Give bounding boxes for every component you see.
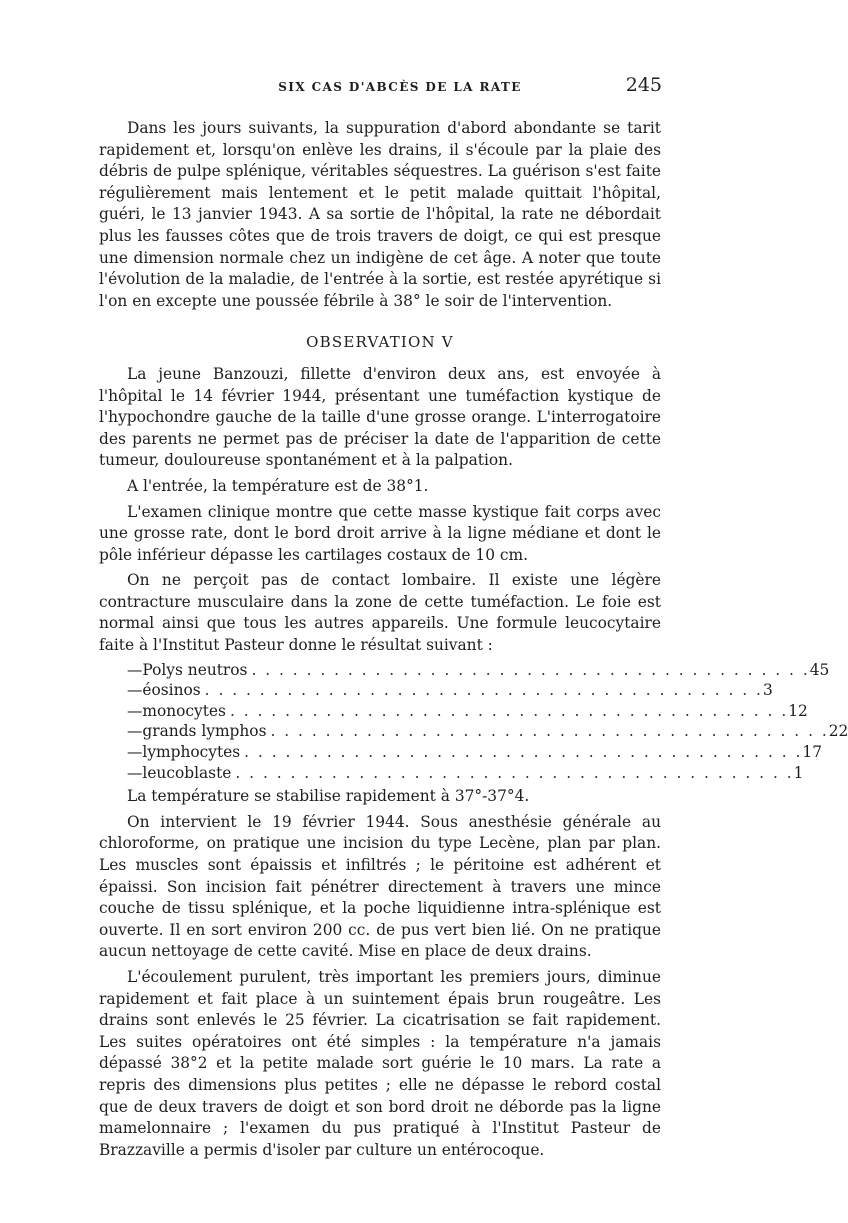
page-body	[99, 118, 848, 1161]
formula-leader: . . . . . . . . . . . . . . . . . . . . . . . . . . . . . . . . . . . . . . . . .	[204, 681, 763, 700]
observation-heading: OBSERVATION V	[306, 333, 454, 352]
formula-row	[127, 721, 848, 742]
formula-leader: . . . . . . . . . . . . . . . . . . . . . . . . . . . . . . . . . . . . . . . . .	[229, 701, 789, 720]
formula-row	[127, 763, 804, 784]
formula-dash: —	[127, 722, 143, 741]
formula-name: lymphocytes	[142, 743, 241, 762]
formula-leader: . . . . . . . . . . . . . . . . . . . . . . . . . . . . . . . . . . . . . . . . .	[270, 722, 829, 741]
formula-value: 45	[809, 660, 830, 679]
running-title: SIX CAS D'ABCÈS DE LA RATE	[278, 80, 522, 94]
formula-value: 22	[828, 722, 848, 741]
formula-leader: . . . . . . . . . . . . . . . . . . . . . . . . . . . . . . . . . . . . . . . . .	[251, 660, 810, 679]
formula-name: Polys neutros	[142, 660, 248, 679]
formula-name: leucoblaste	[142, 763, 232, 782]
formula-row	[127, 680, 773, 701]
formula-value: 12	[788, 701, 808, 720]
paragraph-clinical-exam: L'examen clinique montre que cette masse kystique fait corps avec une grosse rate, dont le bord droit arrive à la ligne médiane et dont le pôle inférieur dépasse les cartilages costaux de 10 cm.	[99, 502, 661, 564]
paragraph-findings: On ne perçoit pas de contact lombaire. Il existe une légère contracture musculaire dans la zone de cette tuméfaction. Le foie est normal ainsi que tous les autres appareils. Une formule leucocytaire faite à l'Institut Pasteur donne le résultat suivant :	[99, 571, 661, 655]
page-number: 245	[625, 74, 662, 96]
formula-dash: —	[127, 681, 143, 700]
formula-dash: —	[127, 701, 143, 720]
paragraph-admission-temperature: A l'entrée, la température est de 38°1.	[127, 476, 429, 495]
formula-value: 1	[793, 763, 804, 782]
formula-name: monocytes	[142, 701, 226, 720]
formula-leader: . . . . . . . . . . . . . . . . . . . . . . . . . . . . . . . . . . . . . . . . .	[235, 763, 794, 782]
formula-row	[127, 701, 808, 722]
paragraph-case-intro: La jeune Banzouzi, fillette d'environ deux ans, est envoyée à l'hôpital le 14 février 1944, présentant une tuméfaction kystique de l'hypochondre gauche de la taille d'une grosse orange. L'interrogatoire des parents ne permet pas de préciser la date de l'apparition de cette tumeur, douloureuse spontanément et à la palpation.	[99, 364, 661, 470]
formula-dash: —	[127, 660, 143, 679]
formula-value: 17	[802, 743, 823, 762]
formula-dash: —	[127, 763, 143, 782]
formula-leader: . . . . . . . . . . . . . . . . . . . . . . . . . . . . . . . . . . . . . . . . .	[244, 743, 803, 762]
formula-dash: —	[127, 743, 143, 762]
formula-row	[127, 742, 823, 763]
paragraph-outcome: L'écoulement purulent, très important les premiers jours, diminue rapidement et fait place à un suintement épais brun rougeâtre. Les drains sont enlevés le 25 février. La cicatrisation se fait rapidement. Les suites opératoires ont été simples : la température n'a jamais dépassé 38°2 et la petite malade sort guérie le 10 mars. La rate a repris des dimensions plus petites ; elle ne dépasse le rebord costal que de deux travers de doigt et son bord droit ne déborde pas la ligne mamelonnaire ; l'examen du pus pratiqué à l'Institut Pasteur de Brazzaville a permis d'isoler par culture un entérocoque.	[99, 967, 661, 1159]
formula-row	[127, 660, 830, 681]
paragraph-temperature-stable: La température se stabilise rapidement à 37°-37°4.	[127, 787, 530, 806]
formula-name: éosinos	[142, 681, 201, 700]
paragraph-operation: On intervient le 19 février 1944. Sous anesthésie générale au chloroforme, on pratique une incision du type Lecène, plan par plan. Les muscles sont épaissis et infiltrés ; le péritoine est adhérent et épaissi. Son incision fait pénétrer directement à travers une mince couche de tissu splénique, et la poche liquidienne intra-splénique est ouverte. Il en sort environ 200 cc. de pus vert bien lié. On ne pratique aucun nettoyage de cette cavité. Mise en place de deux drains.	[99, 812, 661, 961]
formula-name: grands lymphos	[142, 722, 267, 741]
paragraph-continuation: Dans les jours suivants, la suppuration d'abord abondante se tarit rapidement et, lorsqu'on enlève les drains, il s'écoule par la plaie des débris de pulpe splénique, véritables séquestres. La guérison s'est faite régulièrement mais lentement et le petit malade quittait l'hôpital, guéri, le 13 janvier 1943. A sa sortie de l'hôpital, la rate ne débordait plus les fausses côtes que de trois travers de doigt, ce qui est presque une dimension normale chez un indigène de cet âge. A noter que toute l'évolution de la maladie, de l'entrée à la sortie, est restée apyrétique si l'on en excepte une poussée fébrile à 38° le soir de l'intervention.	[99, 119, 661, 310]
page-header	[0, 74, 800, 104]
formula-value: 3	[762, 681, 773, 700]
leukocyte-formula-list	[127, 660, 848, 784]
